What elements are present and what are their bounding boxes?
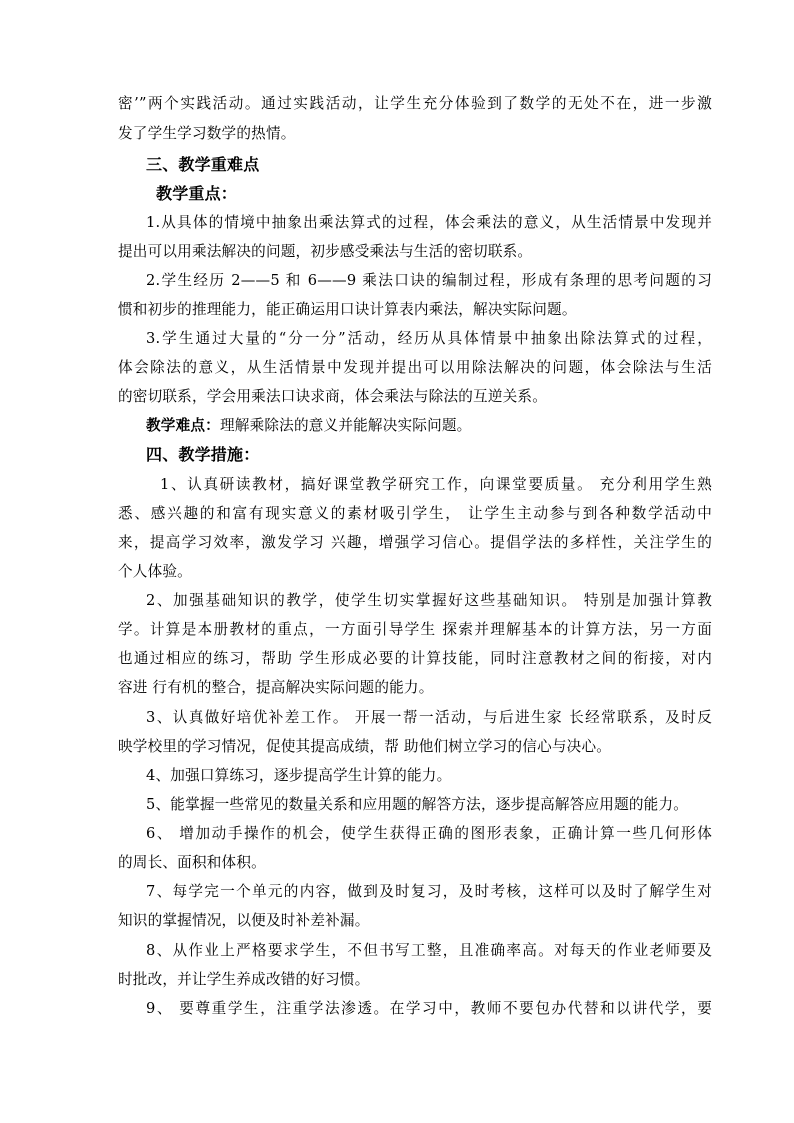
paragraph-line: 1、认真研读教材，搞好课堂教学研究工作，向课堂要质量。 充分利用学生熟 [160,476,712,493]
paragraph-line: 的周长、面积和体积。 [118,854,266,871]
section-heading-3: 三、教学重难点 [146,155,260,174]
paragraph-line: 3、认真做好培优补差工作。 开展一帮一活动，与后进生家 长经常联系，及时反 [146,709,712,726]
paragraph-line: 2、加强基础知识的教学，使学生切实掌握好这些基础知识。 特别是加强计算教 [146,592,712,609]
paragraph-line: 惯和初步的推理能力，能正确运用口诀计算表内乘法，解决实际问题。 [118,301,577,318]
paragraph-line: 6、 增加动手操作的机会，使学生获得正确的图形表象，正确计算一些几何形体 [146,825,712,842]
difficulty-text: 理解乘除法的意义并能解决实际问题。 [219,417,472,434]
paragraph-line: 9、 要尊重学生，注重学法渗透。在学习中，教师不要包办代替和以讲代学，要 [146,1000,712,1017]
paragraph-line: 1.从具体的情境中抽象出乘法算式的过程，体会乘法的意义，从生活情景中发现并 [146,214,712,231]
paragraph-line: 也通过相应的练习，帮助 学生形成必要的计算技能，同时注意教材之间的衔接，对内 [118,650,712,667]
difficulty-label: 教学难点： [146,417,220,434]
paragraph-line: 体会除法的意义，从生活情景中发现并提出可以用除法解决的问题，体会除法与生活 [118,359,712,376]
paragraph-line: 知识的掌握情况，以便及时补差补漏。 [118,912,370,929]
paragraph-line: 密’”两个实践活动。通过实践活动，让学生充分体验到了数学的无处不在，进一步激 [118,95,712,112]
paragraph-line: 发了学生学习数学的热情。 [118,125,296,142]
paragraph-line: 4、加强口算练习，逐步提高学生计算的能力。 [146,767,452,784]
paragraph-line: 2.学生经历 2——5 和 6——9 乘法口诀的编制过程，形成有条理的思考问题的习 [146,272,712,289]
subheading-focus: 教学重点： [156,184,238,203]
difficulty-line [146,416,740,436]
paragraph-line: 的密切联系，学会用乘法口诀求商，体会乘法与除法的互逆关系。 [118,388,548,405]
section-heading-4: 四、教学措施： [146,445,260,464]
paragraph-line: 来，提高学习效率，激发学习 兴趣，增强学习信心。提倡学法的多样性，关注学生的 [118,534,712,551]
paragraph-line: 3.学生通过大量的“分一分”活动，经历从具体情景中抽象出除法算式的过程， [146,330,712,347]
paragraph-line: 时批改，并让学生养成改错的好习惯。 [118,971,370,988]
paragraph-line: 5、能掌握一些常见的数量关系和应用题的解答方法，逐步提高解答应用题的能力。 [146,796,689,813]
paragraph-line: 容进 行有机的整合，提高解决实际问题的能力。 [118,679,434,696]
paragraph-line: 映学校里的学习情况，促使其提高成绩，帮 助他们树立学习的信心与决心。 [118,738,612,755]
paragraph-line: 7、每学完一个单元的内容，做到及时复习，及时考核，这样可以及时了解学生对 [146,883,712,900]
paragraph-line: 提出可以用乘法解决的问题，初步感受乘法与生活的密切联系。 [118,243,533,260]
paragraph-line: 8、从作业上严格要求学生，不但书写工整，且准确率高。对每天的作业老师要及 [146,942,712,959]
paragraph-line: 个人体验。 [118,563,192,580]
paragraph-line: 学。计算是本册教材的重点，一方面引导学生 探索并理解基本的计算方法，另一方面 [118,621,712,638]
paragraph-line: 悉、感兴趣的和富有现实意义的素材吸引学生， 让学生主动参与到各种数学活动中 [118,505,712,522]
